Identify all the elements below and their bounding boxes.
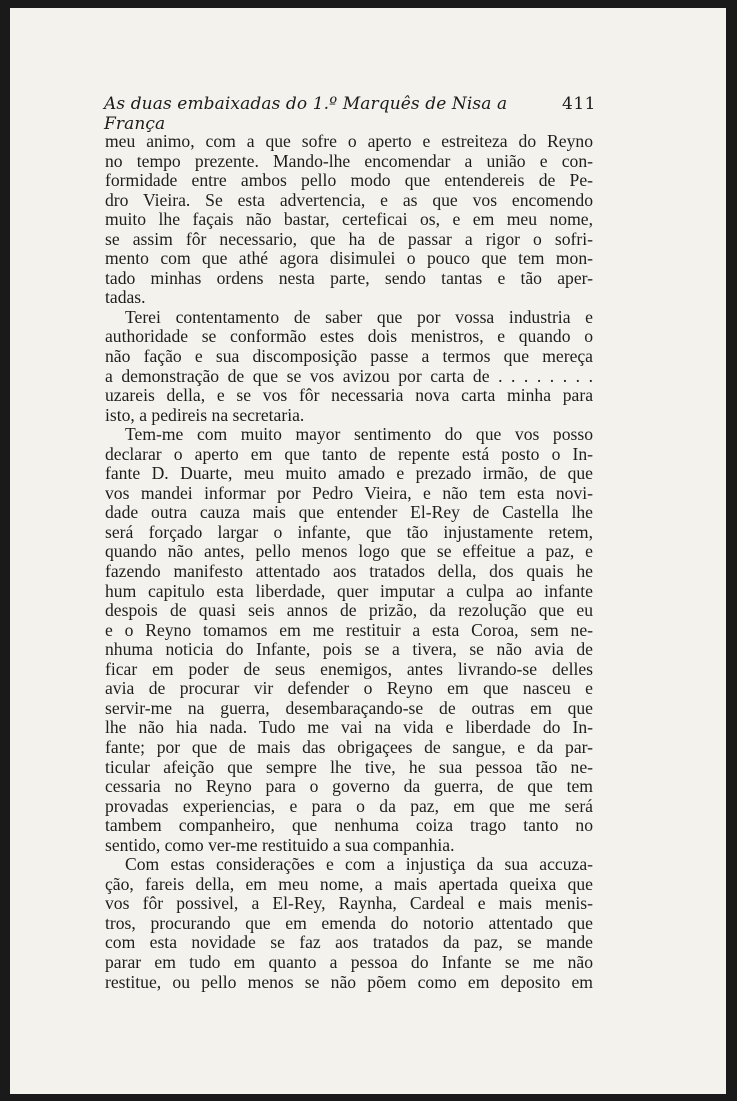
text-line: será forçado largar o infante, que tão injustamente retem, [105, 521, 593, 542]
text-line: despois de quasi seis annos de prizão, da rezolução que eu [105, 600, 593, 621]
text-line: Com estas considerações e com a injustiça da sua accuza- [125, 854, 593, 875]
text-line: parar em tudo em quanto a pessoa do Infante se me não [105, 951, 593, 972]
text-line: tambem companheiro, que nenhuma coiza trago tanto no [105, 815, 593, 836]
text-line: se assim fôr necessario, que ha de passar a rigor o sofri- [105, 228, 593, 249]
text-line: avia de procurar vir defender o Reyno em que nasceu e [105, 678, 593, 699]
text-line: tadas. [105, 287, 146, 308]
text-line: lhe não hia nada. Tudo me vai na vida e liberdade do In- [105, 717, 593, 738]
page-sheet [10, 8, 726, 1094]
running-title: As duas embaixadas do 1.º Marquês de Nisa a França [104, 94, 508, 134]
text-line: ficar em poder de seus enemigos, antes livrando-se delles [105, 658, 593, 679]
text-line: fante; por que de mais das obrigaçees de sangue, e da par- [105, 736, 593, 757]
text-line: com esta novidade se faz aos tratados da paz, se mande [105, 932, 593, 953]
text-line: declarar o aperto em que tanto de repente está posto o In- [105, 443, 593, 464]
text-line: isto, a pedireis na secretaria. [105, 404, 305, 425]
text-line: authoridade se conformão estes dois menistros, e quando o [105, 326, 593, 347]
text-line: provadas experiencias, e para o da paz, em que me será [105, 795, 593, 816]
text-line: fante D. Duarte, meu muito amado e prezado irmão, de que [105, 463, 593, 484]
text-line: vos fôr possivel, a El-Rey, Raynha, Cardeal e mais menis- [105, 893, 593, 914]
page-header [104, 94, 596, 134]
text-line: nhuma noticia do Infante, pois se a tivera, se não avia de [105, 639, 593, 660]
text-line: tros, procurando que em emenda do notorio attentado que [105, 912, 593, 933]
text-line: restitue, ou pello menos se não põem como em deposito em [105, 971, 593, 992]
text-line: muito lhe façais não bastar, certeficai os, e em meu nome, [105, 209, 593, 230]
text-line: hum capitulo esta liberdade, quer imputar a culpa ao infante [105, 580, 593, 601]
text-line: tado minhas ordens nesta parte, sendo tantas e tão aper- [105, 267, 593, 288]
text-line: no tempo prezente. Mando-lhe encomendar a união e con- [105, 150, 593, 171]
text-line: dro Vieira. Se esta advertencia, e as que vos encomendo [105, 189, 593, 210]
text-line: dade outra cauza mais que entender El-Rey de Castella lhe [105, 502, 593, 523]
text-line: mento com que athé agora disimulei o pouco que tem mon- [105, 248, 593, 269]
text-line: formidade entre ambos pello modo que entendereis de Pe- [105, 170, 593, 191]
text-line: não fação e sua discomposição passe a termos que mereça [105, 346, 593, 367]
text-line: a demonstração de que se vos avizou por carta de . . . . . . . . [105, 365, 593, 386]
body-text [105, 132, 593, 992]
text-line: e o Reyno tomamos em me restituir a esta Coroa, sem ne- [105, 619, 593, 640]
text-line: servir-me na guerra, desembaraçando-se de outras em que [105, 697, 593, 718]
text-line: cessaria no Reyno para o governo da guerra, de que tem [105, 776, 593, 797]
text-line: quando não antes, pello menos logo que se effeitue a paz, e [105, 541, 593, 562]
text-line: vos mandei informar por Pedro Vieira, e não tem esta novi- [105, 482, 593, 503]
text-line: fazendo manifesto attentado aos tratados della, dos quais he [105, 561, 593, 582]
text-line: Terei contentamento de saber que por vossa industria e [125, 306, 593, 327]
text-line: Tem-me com muito mayor sentimento do que vos posso [125, 424, 593, 445]
text-line: uzareis della, e se vos fôr necessaria nova carta minha para [105, 385, 593, 406]
text-line: ção, fareis della, em meu nome, a mais apertada queixa que [105, 873, 593, 894]
text-line: meu animo, com a que sofre o aperto e estreiteza do Reyno [105, 131, 593, 151]
page-number: 411 [562, 94, 596, 114]
text-line: sentido, como ver-me restituido a sua companhia. [105, 834, 455, 855]
text-line: ticular afeição que sempre lhe tive, he sua pessoa tão ne- [105, 756, 593, 777]
